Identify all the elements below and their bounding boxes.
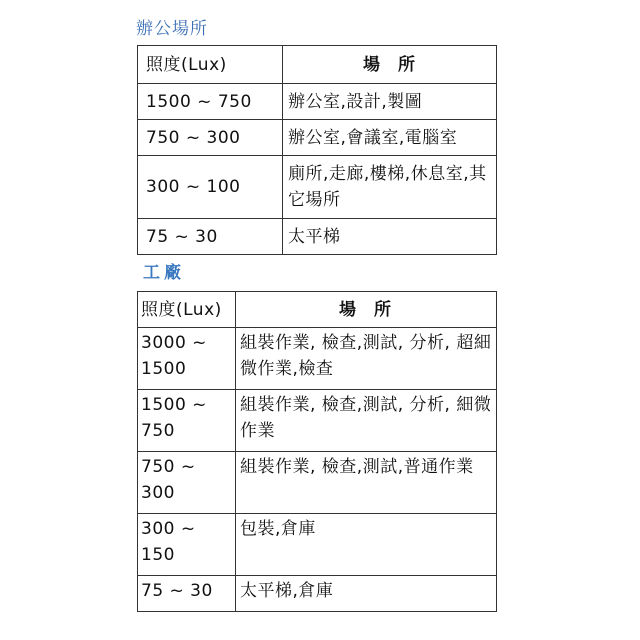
column-header-lux: 照度(Lux) [138, 46, 283, 84]
table-row [138, 84, 497, 120]
table-row [138, 120, 497, 156]
place-cell: 包裝,倉庫 [236, 514, 497, 576]
section-title-factory: 工廠 [143, 263, 185, 283]
lux-cell: 75 ~ 30 [138, 576, 236, 612]
place-cell: 辦公室,設計,製圖 [283, 84, 497, 120]
table-row [138, 576, 497, 612]
section-title-office: 辦公場所 [136, 19, 208, 39]
factory-illuminance-table [137, 291, 497, 612]
column-header-lux: 照度(Lux) [138, 292, 236, 328]
place-cell: 組裝作業, 檢查,測試, 分析, 超細微作業,檢查 [236, 328, 497, 390]
lux-cell: 300 ~ 100 [138, 156, 283, 219]
place-cell: 組裝作業, 檢查,測試,普通作業 [236, 452, 497, 514]
lux-cell: 3000 ~ 1500 [138, 328, 236, 390]
column-header-place: 場 所 [283, 46, 497, 84]
office-illuminance-table [137, 45, 497, 255]
table-row [138, 390, 497, 452]
place-cell: 廁所,走廊,樓梯,休息室,其它場所 [283, 156, 497, 219]
lux-cell: 75 ~ 30 [138, 219, 283, 255]
table-row [138, 514, 497, 576]
place-cell: 組裝作業, 檢查,測試, 分析, 細微作業 [236, 390, 497, 452]
table-header-row [138, 292, 497, 328]
column-header-place: 場 所 [236, 292, 497, 328]
place-cell: 太平梯,倉庫 [236, 576, 497, 612]
lux-cell: 750 ~ 300 [138, 452, 236, 514]
table-header-row [138, 46, 497, 84]
lux-cell: 1500 ~ 750 [138, 84, 283, 120]
lux-cell: 750 ~ 300 [138, 120, 283, 156]
table-row [138, 219, 497, 255]
place-cell: 太平梯 [283, 219, 497, 255]
place-cell: 辦公室,會議室,電腦室 [283, 120, 497, 156]
lux-cell: 300 ~ 150 [138, 514, 236, 576]
table-row [138, 328, 497, 390]
table-row [138, 452, 497, 514]
lux-cell: 1500 ~ 750 [138, 390, 236, 452]
table-row [138, 156, 497, 219]
